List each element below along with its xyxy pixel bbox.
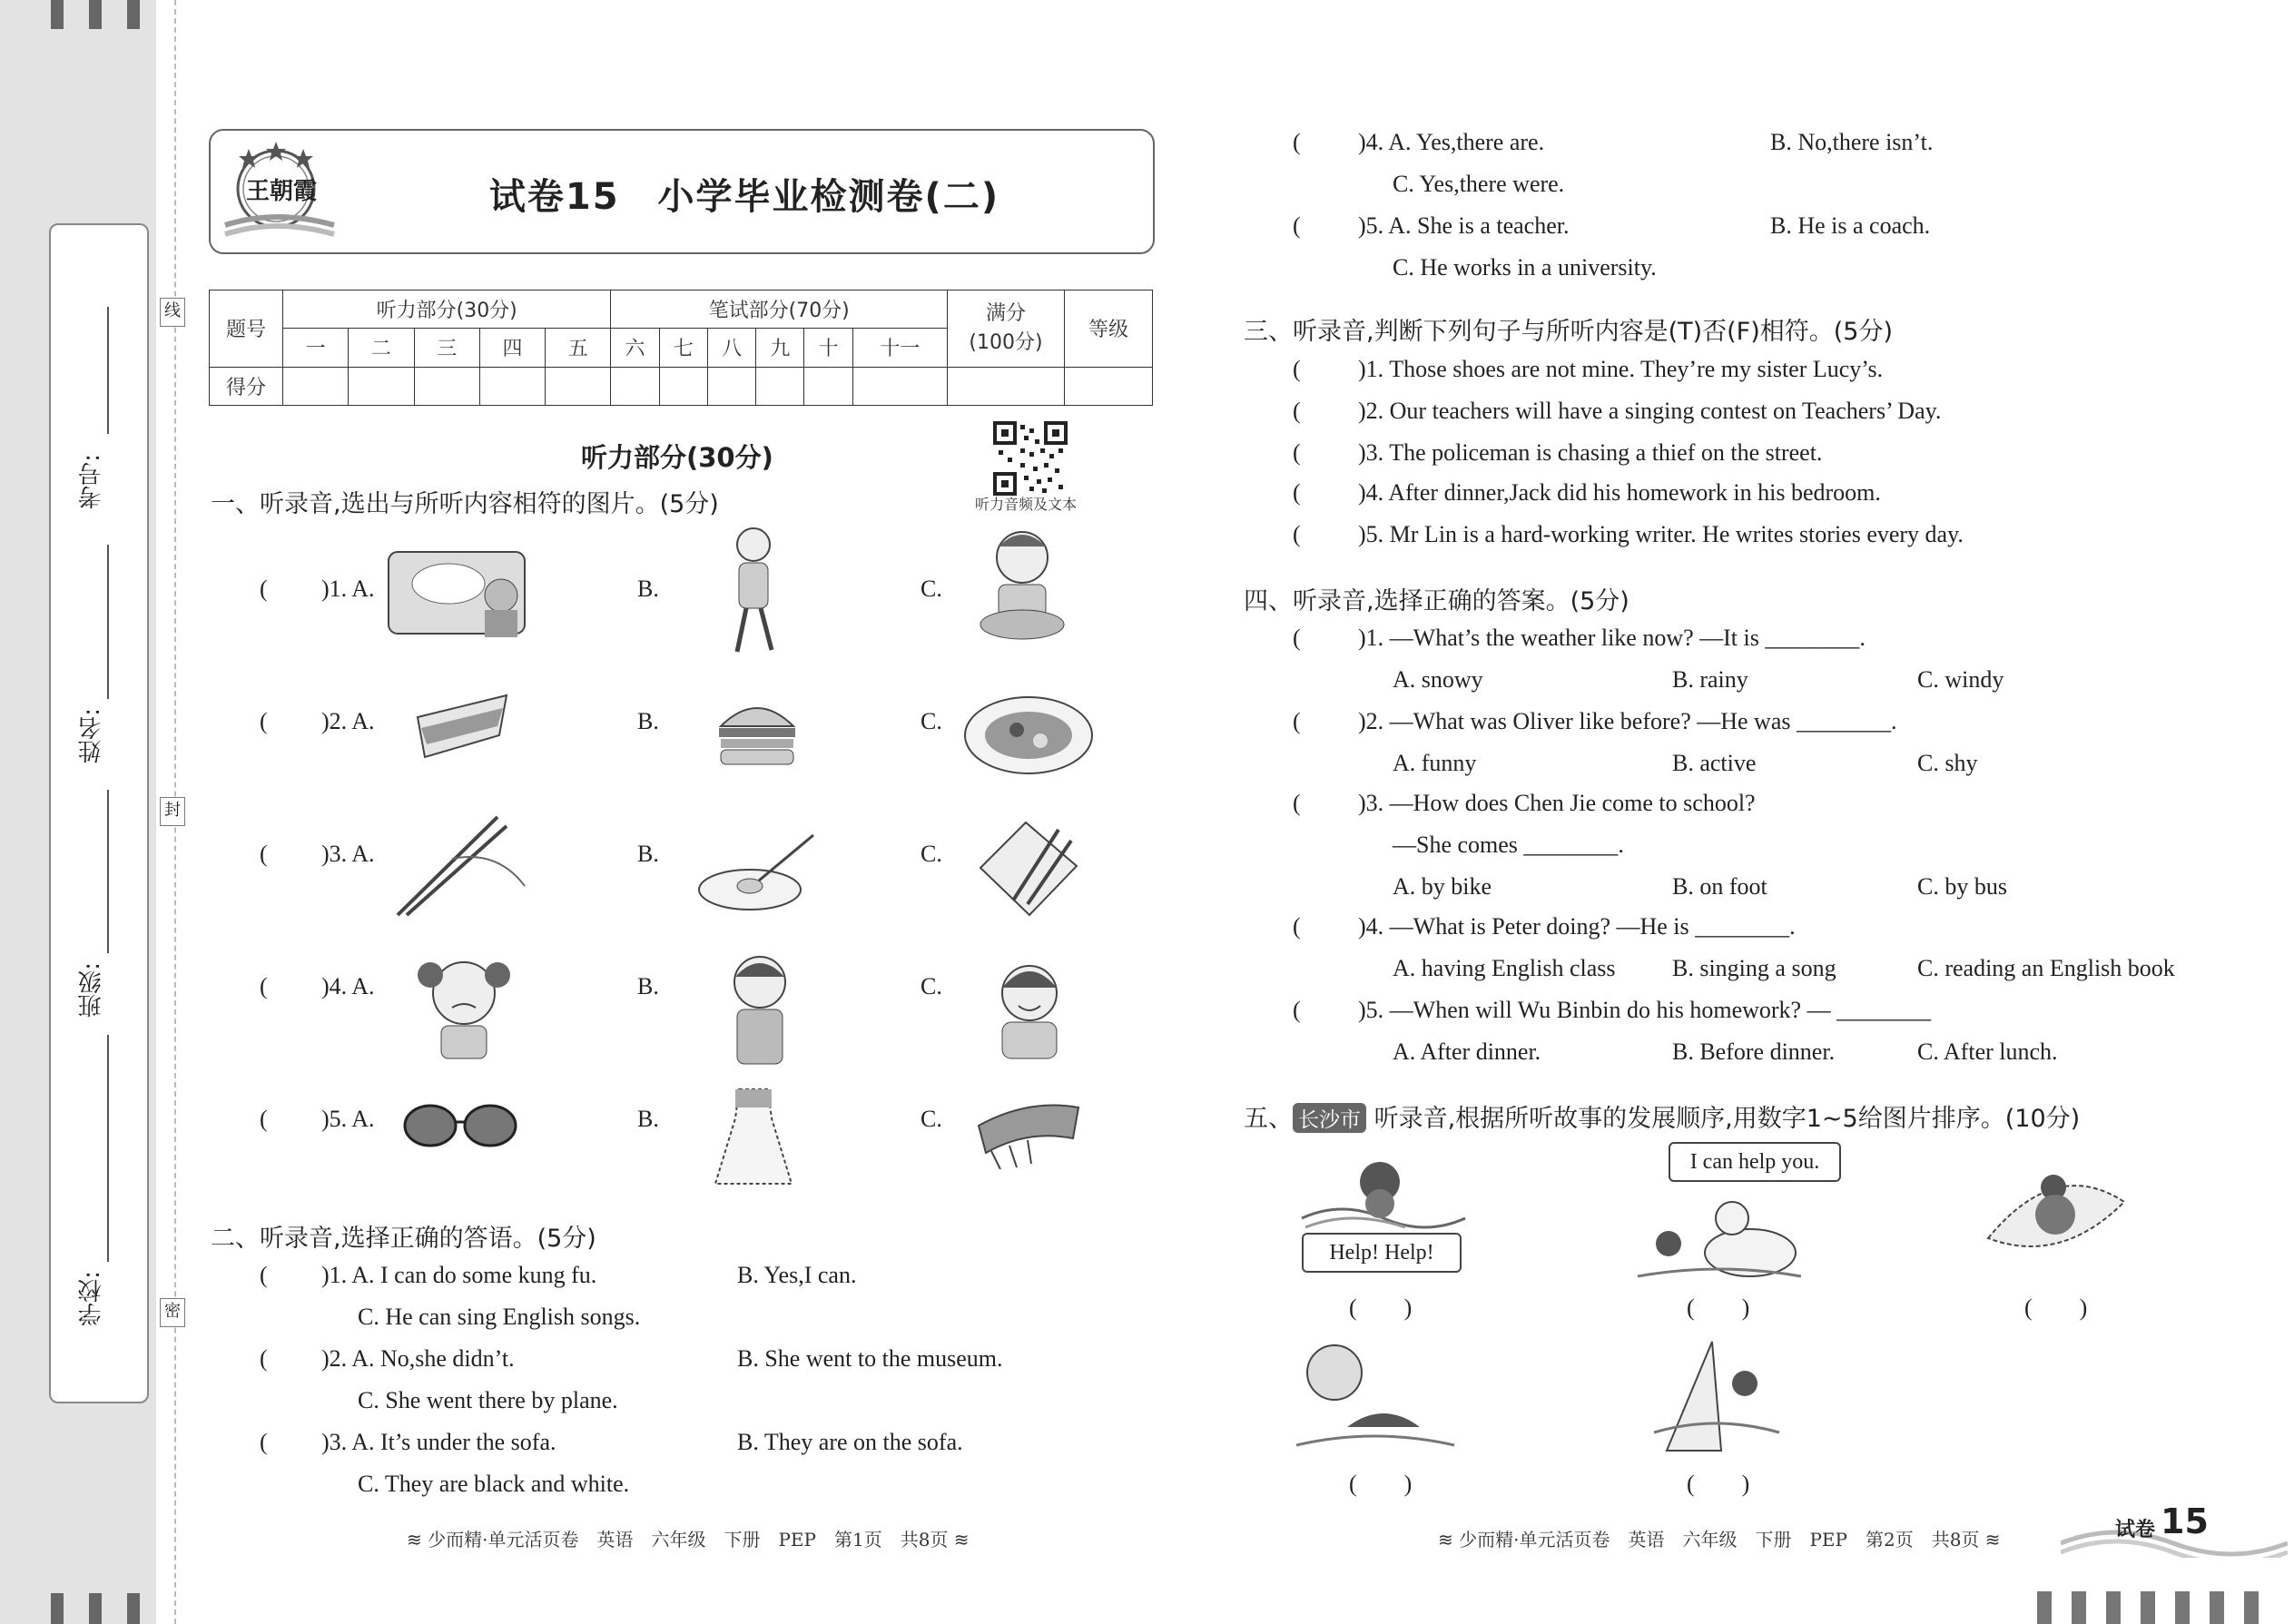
cut-char: 封 xyxy=(160,797,185,826)
chopsticks-icon[interactable] xyxy=(389,813,534,920)
listening-header: 听力部分(30分) xyxy=(283,290,611,329)
registration-mark xyxy=(2210,1591,2224,1624)
logo-text: 王朝霞 xyxy=(245,178,317,205)
question-number: )1. A. xyxy=(321,576,375,602)
registration-mark xyxy=(51,1593,64,1624)
answer-paren[interactable]: ( xyxy=(1293,439,1301,466)
order-blank[interactable]: ( ) xyxy=(1687,1294,1750,1321)
answer-paren[interactable]: ( xyxy=(260,973,268,999)
paper-label: 试卷 xyxy=(2115,1519,2156,1541)
answer-paren[interactable]: ( xyxy=(1293,356,1301,382)
s3-item: )1. Those shoes are not mine. They’re my sister Lucy’s. xyxy=(1358,356,1884,382)
s2-option-b: B. They are on the sofa. xyxy=(737,1429,963,1455)
cut-char: 线 xyxy=(160,298,185,327)
s4-option-b: B. active xyxy=(1672,750,1757,776)
answer-paren[interactable]: ( xyxy=(260,1345,268,1372)
answer-paren[interactable]: ( xyxy=(1293,521,1301,547)
knife-and-fork-icon[interactable] xyxy=(971,813,1082,920)
full-score-value: (100分) xyxy=(969,330,1043,354)
registration-mark xyxy=(89,1593,102,1624)
s4-option-a: A. by bike xyxy=(1393,873,1492,900)
registration-mark xyxy=(127,0,140,29)
ant-in-water-icon[interactable] xyxy=(1296,1146,1469,1236)
s4-option-a: A. funny xyxy=(1393,750,1477,776)
question-number: )4. A. xyxy=(321,973,375,999)
hamburger-icon[interactable] xyxy=(715,690,799,772)
footer-left: ≋ 少而精·单元活页卷 英语 六年级 下册 PEP 第1页 共8页 ≋ xyxy=(407,1529,970,1550)
class-field-line[interactable] xyxy=(107,790,109,953)
s2-option-c: C. He works in a university. xyxy=(1393,254,1657,281)
s4-question-line2: —She comes ________. xyxy=(1393,832,1624,858)
section1-title: 一、听录音,选出与所听内容相符的图片。(5分) xyxy=(211,490,719,518)
section4-title: 四、听录音,选择正确的答案。(5分) xyxy=(1244,587,1629,615)
section-number: 九 xyxy=(756,329,804,367)
ant-and-duck-icon[interactable] xyxy=(1632,1189,1807,1284)
s2-option-c: C. She went there by plane. xyxy=(358,1387,618,1413)
s4-question: )2. —What was Oliver like before? —He was ________. xyxy=(1358,708,1897,734)
s3-item: )3. The policeman is chasing a thief on the street. xyxy=(1358,439,1823,466)
s4-option-b: B. Before dinner. xyxy=(1672,1038,1836,1065)
page-title: 试卷15 小学毕业检测卷(二) xyxy=(488,176,1000,218)
ant-on-grass-icon[interactable] xyxy=(1649,1333,1785,1456)
score-cell[interactable] xyxy=(659,367,707,405)
order-blank[interactable]: ( ) xyxy=(1349,1294,1413,1321)
s4-option-c: C. After lunch. xyxy=(1917,1038,2058,1065)
class-label: 班级: xyxy=(78,962,105,1018)
speech-bubble-help: Help! Help! xyxy=(1302,1233,1462,1273)
score-cell[interactable] xyxy=(852,367,947,405)
s4-option-a: A. snowy xyxy=(1393,666,1483,693)
s2-option-b: B. He is a coach. xyxy=(1770,212,1931,239)
answer-paren[interactable]: ( xyxy=(260,841,268,867)
answer-paren[interactable]: ( xyxy=(1293,913,1301,940)
girl-walking-icon[interactable] xyxy=(717,525,790,657)
section3-title: 三、听录音,判断下列句子与所听内容是(T)否(F)相符。(5分) xyxy=(1244,318,1893,346)
s2-option-b: B. She went to the museum. xyxy=(737,1345,1003,1372)
answer-paren[interactable]: ( xyxy=(1293,479,1301,506)
qr-caption: 听力音频及文本 xyxy=(975,496,1078,513)
score-cell[interactable] xyxy=(1065,367,1153,405)
happy-girl-icon[interactable] xyxy=(975,955,1084,1064)
option-c-label: C. xyxy=(921,841,942,867)
region-tag: 长沙市 xyxy=(1293,1103,1366,1133)
option-c-label: C. xyxy=(921,576,942,602)
s4-option-a: A. having English class xyxy=(1393,955,1616,981)
full-score-header xyxy=(948,290,1065,368)
s2-option-c: C. They are black and white. xyxy=(358,1471,630,1497)
s4-option-c: C. reading an English book xyxy=(1917,955,2175,981)
answer-paren[interactable]: ( xyxy=(260,1106,268,1132)
registration-mark xyxy=(51,0,64,29)
ant-falling-icon[interactable] xyxy=(1293,1336,1458,1454)
section-number: 十一 xyxy=(852,329,947,367)
score-cell[interactable] xyxy=(349,367,414,405)
answer-paren[interactable]: ( xyxy=(260,708,268,734)
registration-mark xyxy=(127,1593,140,1624)
sandwich-icon[interactable] xyxy=(412,690,512,764)
speech-bubble-help-you: I can help you. xyxy=(1669,1142,1841,1182)
cut-char: 密 xyxy=(160,1298,185,1327)
order-blank[interactable]: ( ) xyxy=(1349,1471,1413,1497)
exam-id-label: 考号: xyxy=(78,454,105,509)
score-cell[interactable] xyxy=(283,367,349,405)
boy-face-icon[interactable] xyxy=(721,950,799,1073)
s2-question-5: )5. A. She is a teacher. xyxy=(1358,212,1570,239)
answer-paren[interactable]: ( xyxy=(1293,129,1301,155)
answer-paren[interactable]: ( xyxy=(260,1429,268,1455)
registration-mark xyxy=(2244,1591,2259,1624)
grade-header: 等级 xyxy=(1065,290,1153,368)
section-number: 五 xyxy=(546,329,611,367)
order-blank[interactable]: ( ) xyxy=(1687,1471,1750,1497)
answer-paren[interactable]: ( xyxy=(1293,997,1301,1023)
footer-right: ≋ 少而精·单元活页卷 英语 六年级 下册 PEP 第2页 共8页 ≋ xyxy=(1438,1529,2001,1550)
boy-in-car-icon[interactable] xyxy=(385,543,539,645)
s2-question-3: )3. A. It’s under the sofa. xyxy=(321,1429,556,1455)
answer-paren[interactable]: ( xyxy=(1293,708,1301,734)
id-field-line[interactable] xyxy=(107,307,109,434)
option-b-label: B. xyxy=(637,841,659,867)
option-b-label: B. xyxy=(637,708,659,734)
score-cell[interactable] xyxy=(707,367,755,405)
s4-option-c: C. windy xyxy=(1917,666,2004,693)
option-c-label: C. xyxy=(921,1106,942,1132)
s4-option-b: B. on foot xyxy=(1672,873,1767,900)
section-number: 六 xyxy=(611,329,659,367)
scarf-icon[interactable] xyxy=(973,1089,1084,1171)
sunglasses-icon[interactable] xyxy=(401,1098,519,1149)
s4-question: )3. —How does Chen Jie come to school? xyxy=(1358,790,1756,816)
writing-header: 笔试部分(70分) xyxy=(611,290,948,329)
score-cell[interactable] xyxy=(546,367,611,405)
name-label: 姓名: xyxy=(78,708,105,763)
section-number: 四 xyxy=(479,329,545,367)
section2-title: 二、听录音,选择正确的答语。(5分) xyxy=(211,1225,596,1253)
s4-question: )4. —What is Peter doing? —He is ________. xyxy=(1358,913,1796,940)
answer-paren[interactable]: ( xyxy=(260,576,268,602)
section-number: 一 xyxy=(283,329,349,367)
s2-question-4: )4. A. Yes,there are. xyxy=(1358,129,1545,155)
question-number: )3. A. xyxy=(321,841,375,867)
score-row-label: 得分 xyxy=(210,367,283,405)
section-number: 二 xyxy=(349,329,414,367)
spoon-and-bowl-icon[interactable] xyxy=(695,826,822,913)
option-b-label: B. xyxy=(637,973,659,999)
score-cell[interactable] xyxy=(611,367,659,405)
ant-on-leaf-icon[interactable] xyxy=(1979,1147,2132,1265)
s3-item: )2. Our teachers will have a singing contest on Teachers’ Day. xyxy=(1358,398,1942,424)
answer-paren[interactable]: ( xyxy=(1293,625,1301,651)
full-score-label: 满分 xyxy=(985,301,1026,325)
listening-heading: 听力部分(30分) xyxy=(581,442,773,473)
option-b-label: B. xyxy=(637,1106,659,1132)
registration-mark xyxy=(2175,1591,2190,1624)
score-cell[interactable] xyxy=(948,367,1065,405)
section-number: 十 xyxy=(804,329,852,367)
score-cell[interactable] xyxy=(414,367,479,405)
paper-number: 15 xyxy=(2161,1501,2209,1541)
crying-girl-icon[interactable] xyxy=(414,951,514,1064)
section-number: 七 xyxy=(659,329,707,367)
section5-prefix: 五、 xyxy=(1244,1105,1293,1133)
registration-mark xyxy=(2106,1591,2121,1624)
option-c-label: C. xyxy=(921,973,942,999)
student-info-card xyxy=(49,223,149,1403)
section-number: 八 xyxy=(707,329,755,367)
registration-mark xyxy=(2141,1591,2155,1624)
s4-option-b: B. rainy xyxy=(1672,666,1748,693)
score-cell[interactable] xyxy=(479,367,545,405)
s4-option-a: A. After dinner. xyxy=(1393,1038,1541,1065)
s3-item: )4. After dinner,Jack did his homework in his bedroom. xyxy=(1358,479,1881,506)
question-number-header: 题号 xyxy=(210,290,283,368)
dress-icon[interactable] xyxy=(712,1086,795,1187)
school-label: 学校: xyxy=(78,1271,105,1326)
s4-option-c: C. shy xyxy=(1917,750,1978,776)
s2-option-c: C. He can sing English songs. xyxy=(358,1304,641,1330)
section5-text: 听录音,根据所听故事的发展顺序,用数字1~5给图片排序。(10分) xyxy=(1373,1105,2081,1133)
score-cell[interactable] xyxy=(804,367,852,405)
school-field-line[interactable] xyxy=(107,1035,109,1262)
option-b-label: B. xyxy=(637,576,659,602)
question-number: )5. A. xyxy=(321,1106,375,1132)
section5-title xyxy=(1244,1098,2080,1134)
name-field-line[interactable] xyxy=(107,545,109,699)
registration-mark xyxy=(89,0,102,29)
order-blank[interactable]: ( ) xyxy=(2024,1294,2088,1321)
option-c-label: C. xyxy=(921,708,942,734)
s2-option-b: B. No,there isn’t. xyxy=(1770,129,1934,155)
score-table xyxy=(209,290,1153,406)
s2-option-c: C. Yes,there were. xyxy=(1393,171,1565,197)
s4-option-b: B. singing a song xyxy=(1672,955,1836,981)
answer-paren[interactable]: ( xyxy=(1293,212,1301,239)
s4-question: )5. —When will Wu Binbin do his homework? — ________ xyxy=(1358,997,1932,1023)
registration-mark xyxy=(2072,1591,2086,1624)
s2-option-b: B. Yes,I can. xyxy=(737,1262,857,1288)
answer-paren[interactable]: ( xyxy=(1293,790,1301,816)
s4-question: )1. —What’s the weather like now? —It is ________. xyxy=(1358,625,1866,651)
registration-mark xyxy=(2037,1591,2052,1624)
s2-question-1: )1. A. I can do some kung fu. xyxy=(321,1262,597,1288)
s3-item: )5. Mr Lin is a hard-working writer. He writes stories every day. xyxy=(1358,521,1964,547)
s4-option-c: C. by bus xyxy=(1917,873,2007,900)
answer-paren[interactable]: ( xyxy=(1293,398,1301,424)
girl-cooking-icon[interactable] xyxy=(971,525,1073,652)
answer-paren[interactable]: ( xyxy=(260,1262,268,1288)
salad-plate-icon[interactable] xyxy=(962,690,1095,777)
qr-code-icon[interactable] xyxy=(993,421,1068,496)
section-number: 三 xyxy=(414,329,479,367)
s2-question-2: )2. A. No,she didn’t. xyxy=(321,1345,515,1372)
score-cell[interactable] xyxy=(756,367,804,405)
question-number: )2. A. xyxy=(321,708,375,734)
